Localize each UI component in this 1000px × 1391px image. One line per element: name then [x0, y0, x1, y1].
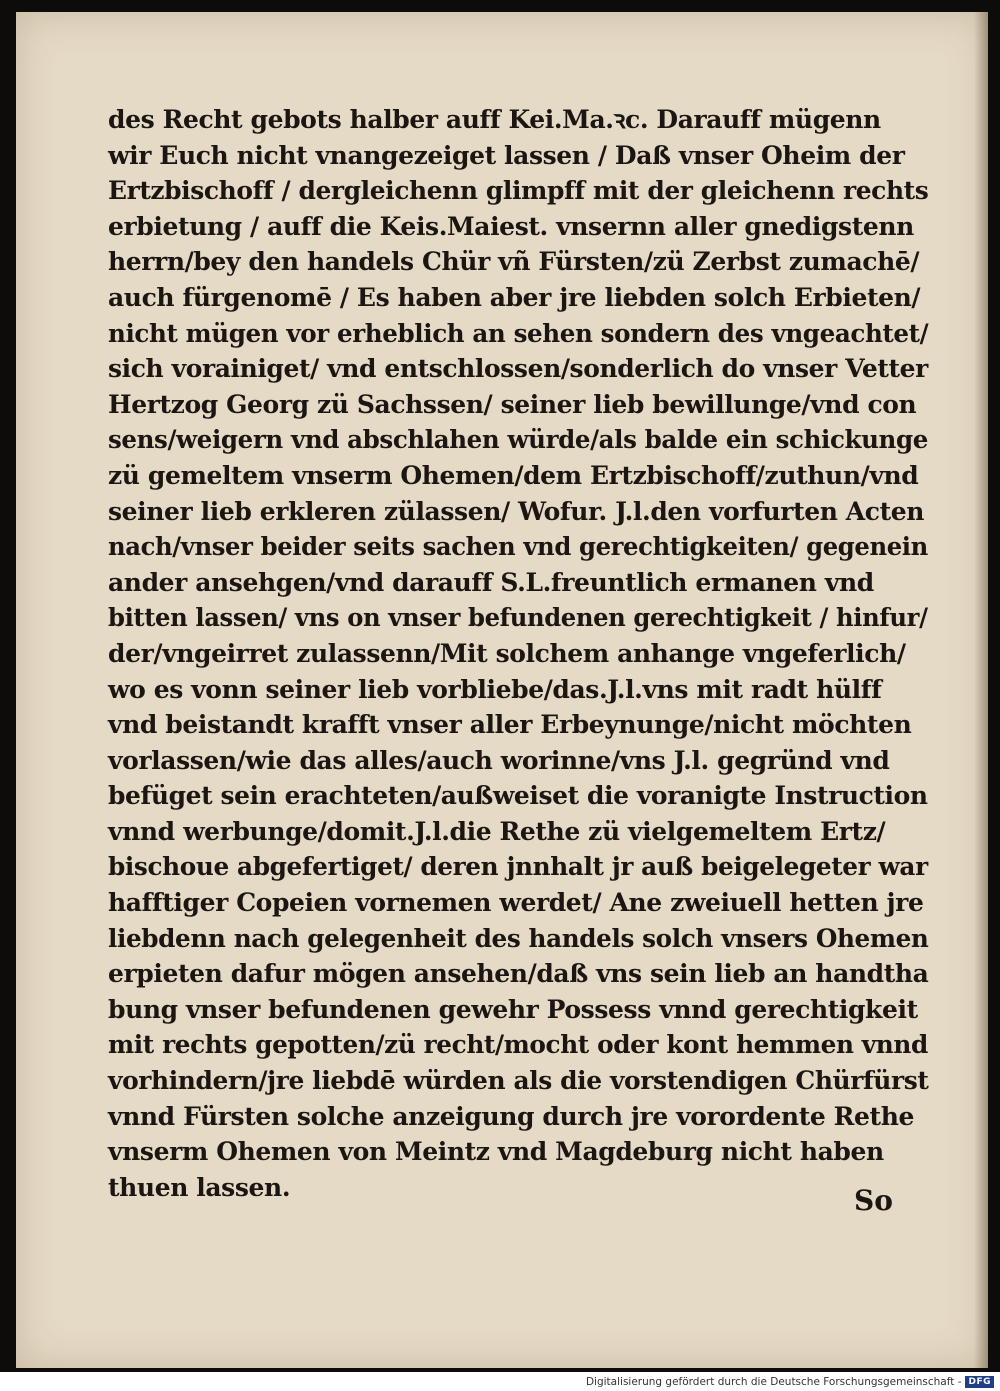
- text-line: nach/vnser beider seits sachen vnd gerechtigkeiten/ gegenein: [108, 532, 928, 562]
- text-line: bischoue abgefertiget/ deren jnnhalt jr auß beigelegeter war: [108, 852, 928, 882]
- text-line: seiner lieb erkleren zülassen/ Wofur. J.l.den vorfurten Acten: [108, 496, 925, 526]
- text-line: erpieten dafur mögen ansehen/daß vns sein lieb an handtha: [108, 959, 929, 989]
- text-line: wo es vonn seiner lieb vorbliebe/das.J.l.vns mit radt hülff: [108, 674, 882, 704]
- text-line: des Recht gebots halber auff Kei.Ma.ꝛc. Darauff mügenn: [108, 105, 881, 134]
- text-line: mit rechts gepotten/zü recht/mocht oder kont hemmen vnnd: [108, 1030, 928, 1060]
- text-line: sens/weigern vnd abschlahen würde/als balde ein schickunge: [108, 425, 928, 455]
- text-line: herrn/bey den handels Chür vñ Fürsten/zü Zerbst zumachē/: [108, 247, 920, 277]
- funding-notice: Digitalisierung gefördert durch die Deutsche Forschungsgemeinschaft -: [585, 1376, 962, 1388]
- text-line: sich vorainiget/ vnd entschlossen/sonderlich do vnser Vetter: [108, 354, 928, 384]
- text-line: bitten lassen/ vns on vnser befundenen gerechtigkeit / hinfur/: [108, 603, 928, 633]
- text-line: Hertzog Georg zü Sachssen/ seiner lieb bewillunge/vnd con: [108, 389, 917, 419]
- text-line: liebdenn nach gelegenheit des handels solch vnsers Ohemen: [108, 923, 929, 953]
- dfg-logo-icon: DFG: [965, 1376, 994, 1388]
- text-line: hafftiger Copeien vornemen werdet/ Ane zweiuell hetten jre: [108, 888, 924, 918]
- body-text: [108, 102, 928, 1205]
- footer: [586, 1373, 994, 1391]
- text-line: vnd beistandt krafft vnser aller Erbeynunge/nicht möchten: [108, 710, 912, 740]
- text-line: vorhindern/jre liebdē würden als die vorstendigen Chürfürst: [108, 1066, 929, 1096]
- text-line: ander ansehgen/vnd darauff S.L.freuntlich ermanen vnd: [108, 567, 874, 597]
- text-line: vnnd Fürsten solche anzeigung durch jre vorordente Rethe: [108, 1101, 914, 1131]
- text-line: vnserm Ohemen von Meintz vnd Magdeburg nicht haben: [108, 1137, 884, 1167]
- text-line: wir Euch nicht vnangezeiget lassen / Daß vnser Oheim der: [108, 140, 905, 170]
- text-line: nicht mügen vor erheblich an sehen sondern des vngeachtet/: [108, 318, 929, 348]
- text-line: zü gemeltem vnserm Ohemen/dem Ertzbischoff/zuthun/vnd: [108, 460, 919, 490]
- text-line: Ertzbischoff / dergleichenn glimpff mit der gleichenn rechts: [108, 176, 929, 206]
- catchword: So: [854, 1184, 893, 1217]
- text-line: erbietung / auff die Keis.Maiest. vnsernn aller gnedigstenn: [108, 211, 914, 241]
- text-line: vnnd werbunge/domit.J.l.die Rethe zü vielgemeltem Ertz/: [108, 816, 886, 846]
- book-page: [16, 12, 988, 1368]
- text-line: vorlassen/wie das alles/auch worinne/vns J.l. gegründ vnd: [108, 745, 890, 775]
- text-line: bung vnser befundenen gewehr Possess vnnd gerechtigkeit: [108, 994, 918, 1024]
- text-line: der/vngeirret zulassenn/Mit solchem anhange vngeferlich/: [108, 638, 906, 668]
- text-line: auch fürgenomē / Es haben aber jre liebden solch Erbieten/: [108, 282, 921, 312]
- text-line: thuen lassen.: [108, 1172, 291, 1202]
- text-line: befüget sein erachteten/außweiset die voranigte Instruction: [108, 781, 928, 811]
